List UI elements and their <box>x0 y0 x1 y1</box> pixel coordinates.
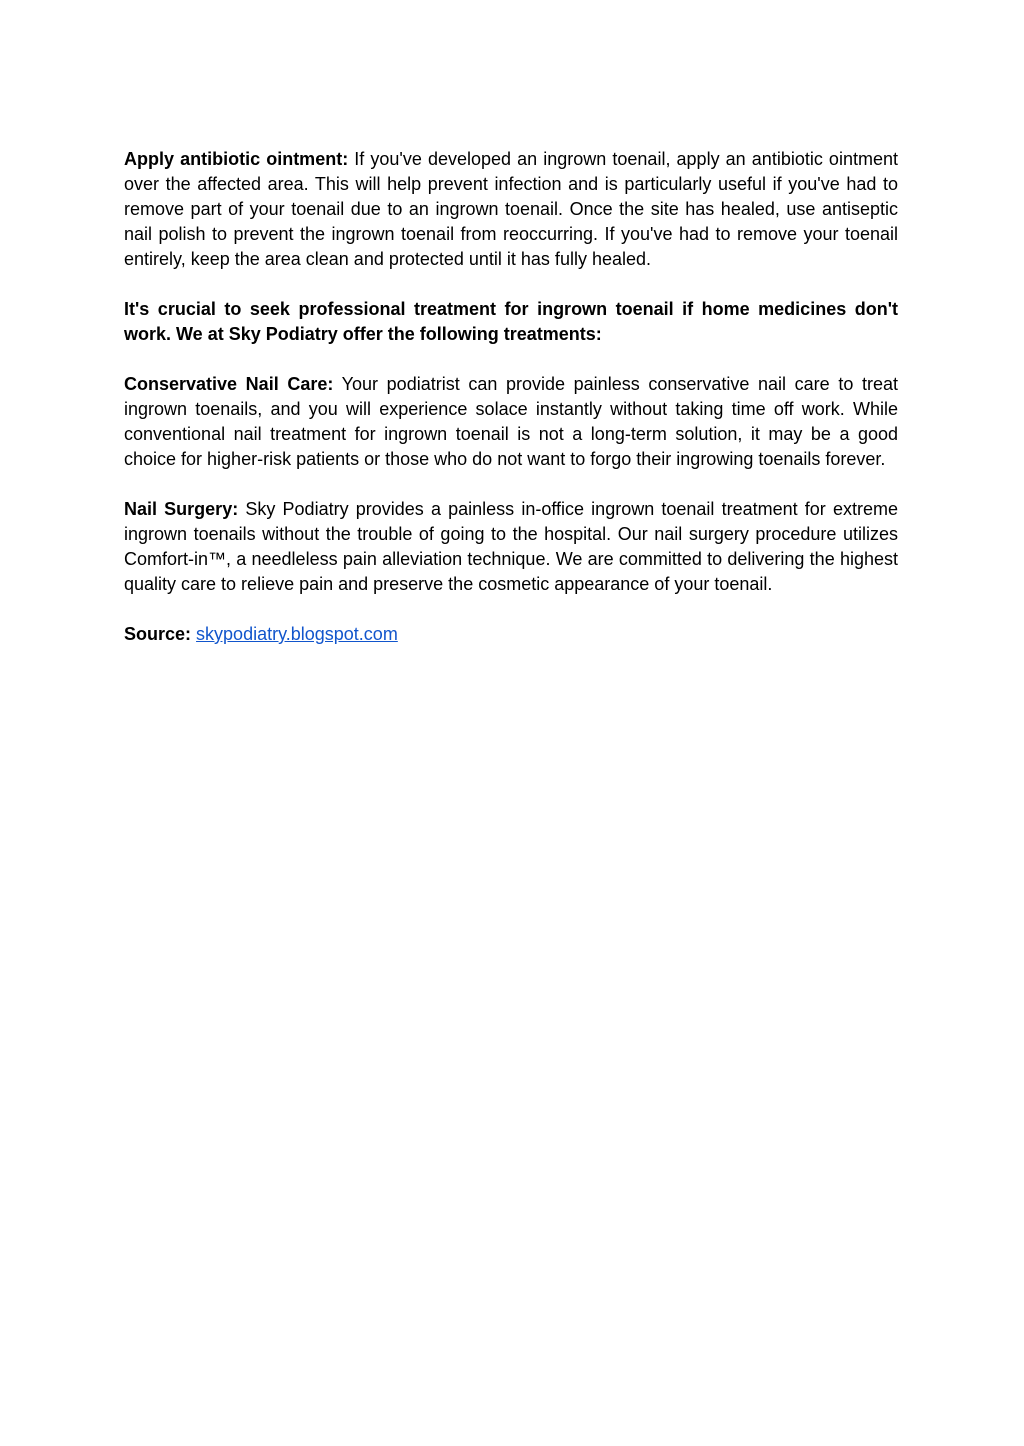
antibiotic-heading: Apply antibiotic ointment: <box>124 149 349 169</box>
antibiotic-body: If you've developed an ingrown toenail, apply an antibiotic ointment over the affected area. This will help prevent infection and is particularly useful if you've had to remove part of your toenail due to an ingrown toenail. Once the site has healed, use antiseptic nail polish to prevent the ingrown toenail from reoccurring. If you've had to remove your toenail entirely, keep the area clean and protected until it has fully healed. <box>124 149 898 269</box>
conservative-heading: Conservative Nail Care: <box>124 374 334 394</box>
surgery-paragraph <box>124 497 898 597</box>
document-page <box>124 147 898 672</box>
source-label: Source: <box>124 624 192 644</box>
treatments-intro-text: It's crucial to seek professional treatment for ingrown toenail if home medicines don't work. We at Sky Podiatry offer the following treatments: <box>124 299 898 344</box>
source-paragraph <box>124 622 898 647</box>
surgery-body: Sky Podiatry provides a painless in-office ingrown toenail treatment for extreme ingrown toenails without the trouble of going to the hospital. Our nail surgery procedure utilizes Comfort-in™, a needleless pain alleviation technique. We are committed to delivering the highest quality care to relieve pain and preserve the cosmetic appearance of your toenail. <box>124 499 898 594</box>
treatments-intro <box>124 297 898 347</box>
conservative-body: Your podiatrist can provide painless conservative nail care to treat ingrown toenails, and you will experience solace instantly without taking time off work. While conventional nail treatment for ingrown toenail is not a long-term solution, it may be a good choice for higher-risk patients or those who do not want to forgo their ingrowing toenails forever. <box>124 374 898 469</box>
source-link[interactable]: skypodiatry.blogspot.com <box>196 624 398 644</box>
antibiotic-paragraph <box>124 147 898 272</box>
surgery-heading: Nail Surgery: <box>124 499 239 519</box>
conservative-paragraph <box>124 372 898 472</box>
